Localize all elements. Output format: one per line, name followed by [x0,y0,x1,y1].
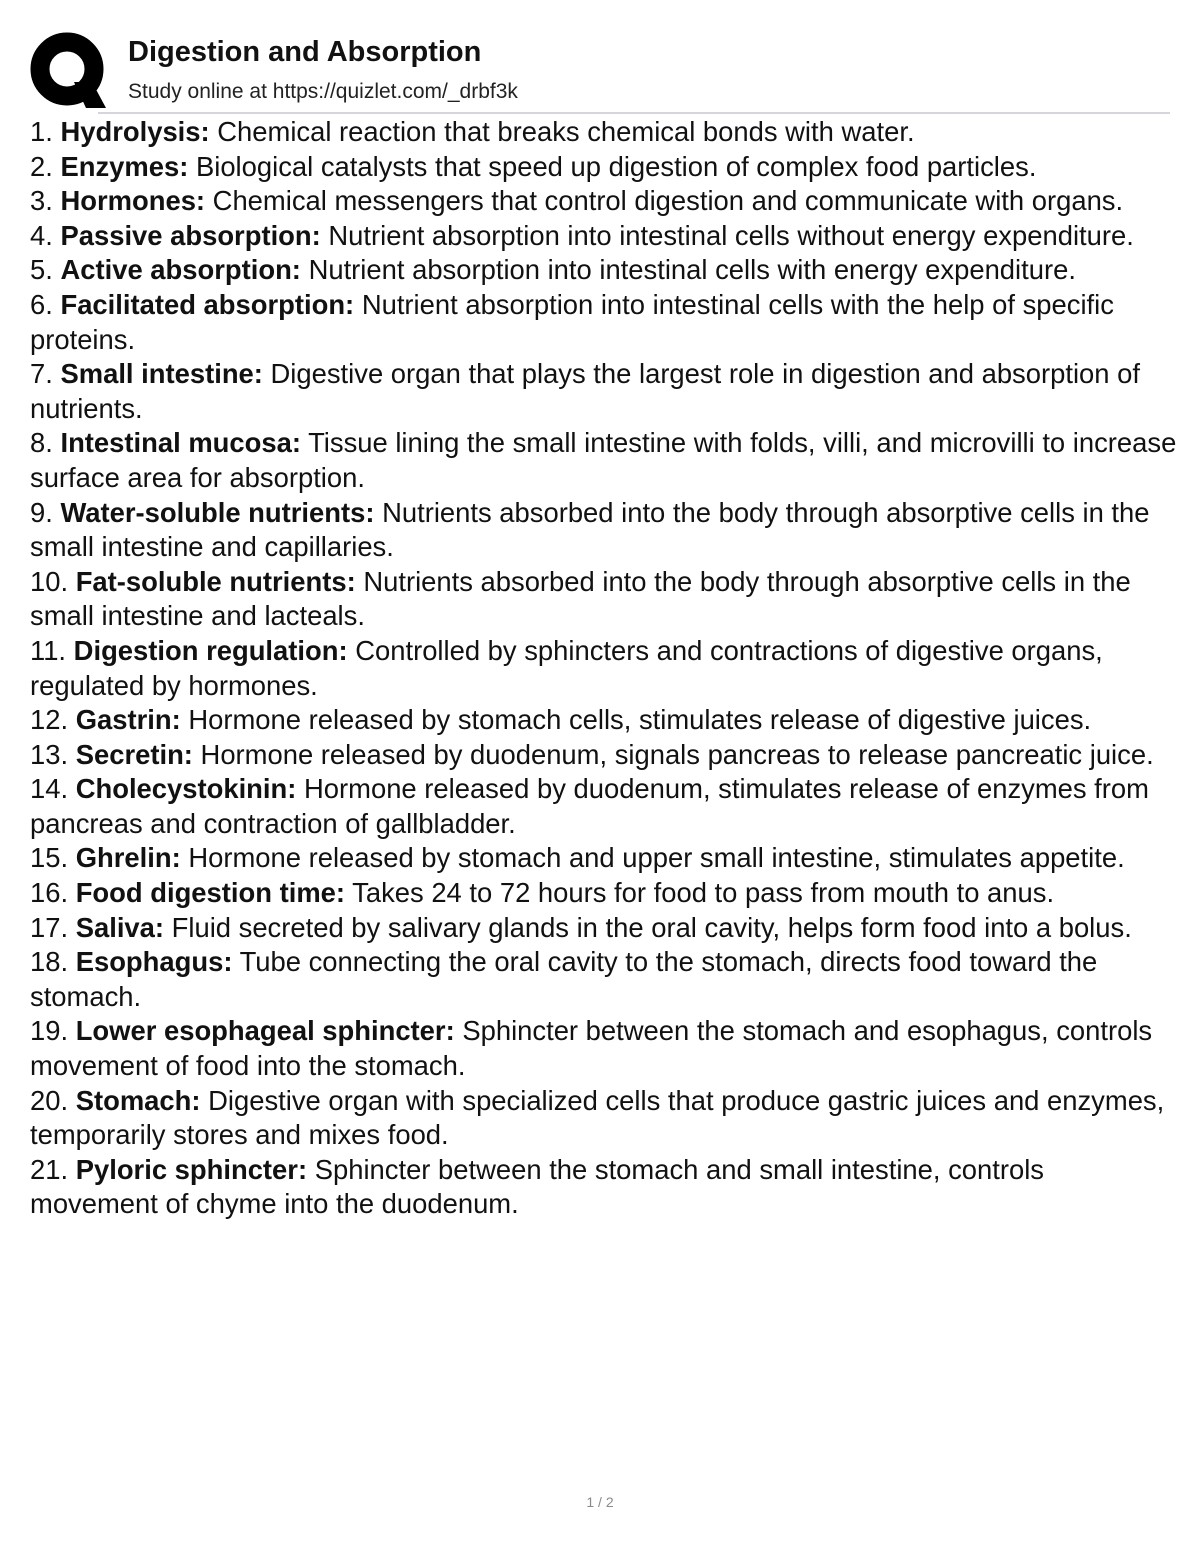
term-list [30,115,1178,1222]
term-name: Lower esophageal sphincter: [75,1015,455,1047]
term-definition: Tube connecting the oral cavity to the stomach, directs food toward the stomach. [30,946,1098,1012]
term-item [30,945,1178,1014]
term-number: 21. [30,1153,69,1185]
term-number: 16. [30,877,69,909]
term-number: 19. [30,1015,69,1047]
term-definition: Hormone released by duodenum, signals pancreas to release pancreatic juice. [200,738,1154,770]
term-item [30,288,1178,357]
term-name: Digestion regulation: [73,634,348,666]
term-item [30,115,1178,150]
term-name: Fat-soluble nutrients: [75,565,356,597]
term-number: 9. [30,496,53,528]
term-name: Saliva: [75,911,165,943]
term-item [30,150,1178,185]
study-online-link[interactable]: Study online at https://quizlet.com/_drbf3k [128,80,518,103]
term-definition: Hormone released by duodenum, stimulates release of enzymes from pancreas and contraction of gallbladder. [30,773,1149,839]
term-name: Water-soluble nutrients: [60,496,375,528]
term-item [30,426,1178,495]
term-number: 13. [30,738,69,770]
term-definition: Chemical messengers that control digestion and communicate with organs. [212,185,1124,217]
term-definition: Sphincter between the stomach and small intestine, controls movement of chyme into the duodenum. [30,1153,1044,1220]
term-number: 14. [30,773,69,805]
term-name: Small intestine: [60,358,263,390]
term-item [30,1084,1178,1153]
term-definition: Nutrient absorption into intestinal cells with energy expenditure. [308,254,1076,286]
term-item [30,253,1178,288]
header-divider [98,112,1170,114]
term-number: 18. [30,946,69,978]
term-number: 5. [30,254,53,286]
term-item [30,565,1178,634]
term-definition: Fluid secreted by salivary glands in the oral cavity, helps form food into a bolus. [171,911,1132,943]
term-number: 6. [30,288,53,320]
term-number: 8. [30,427,53,459]
term-item [30,1014,1178,1083]
term-number: 4. [30,219,53,251]
term-definition: Hormone released by stomach and upper small intestine, stimulates appetite. [188,842,1125,874]
term-definition: Sphincter between the stomach and esophagus, controls movement of food into the stomach. [30,1015,1153,1082]
term-name: Pyloric sphincter: [75,1153,308,1185]
term-definition: Hormone released by stomach cells, stimulates release of digestive juices. [188,704,1092,736]
term-name: Food digestion time: [75,877,346,909]
term-name: Hydrolysis: [60,116,210,147]
term-definition: Biological catalysts that speed up digestion of complex food particles. [195,150,1037,182]
term-name: Passive absorption: [60,219,321,251]
term-number: 12. [30,704,69,736]
term-item [30,911,1178,946]
term-definition: Nutrients absorbed into the body through absorptive cells in the small intestine and capillaries. [30,496,1150,563]
term-number: 20. [30,1084,69,1116]
term-number: 17. [30,911,69,943]
term-item [30,841,1178,876]
term-name: Ghrelin: [75,842,181,874]
term-definition: Takes 24 to 72 hours for food to pass from mouth to anus. [352,877,1055,909]
term-item [30,219,1178,254]
term-definition: Nutrient absorption into intestinal cells with the help of specific proteins. [30,288,1114,355]
term-definition: Digestive organ with specialized cells that produce gastric juices and enzymes, temporarily stores and mixes food. [30,1084,1165,1151]
term-item [30,184,1178,219]
term-name: Gastrin: [75,704,181,736]
term-name: Active absorption: [60,254,301,286]
term-number: 11. [30,634,67,666]
term-name: Secretin: [75,738,193,770]
term-item [30,738,1178,773]
term-number: 3. [30,185,53,217]
term-number: 15. [30,842,69,874]
term-name: Esophagus: [75,946,233,978]
term-definition: Controlled by sphincters and contractions of digestive organs, regulated by hormones. [30,634,1103,701]
term-name: Facilitated absorption: [60,288,355,320]
term-number: 1. [30,116,53,147]
term-item [30,357,1178,426]
term-item [30,496,1178,565]
quizlet-q-logo-icon [30,32,108,110]
term-definition: Nutrient absorption into intestinal cells without energy expenditure. [328,219,1134,251]
term-name: Hormones: [60,185,206,217]
term-definition: Chemical reaction that breaks chemical bonds with water. [217,116,915,147]
term-definition: Nutrients absorbed into the body through absorptive cells in the small intestine and lacteals. [30,565,1131,632]
term-number: 7. [30,358,53,390]
page-indicator: 1 / 2 [586,1494,614,1510]
term-name: Intestinal mucosa: [60,427,301,459]
term-definition: Digestive organ that plays the largest role in digestion and absorption of nutrients. [30,358,1140,424]
term-item [30,703,1178,738]
term-item [30,772,1178,841]
term-number: 2. [30,150,53,182]
term-name: Enzymes: [60,150,189,182]
term-definition: Tissue lining the small intestine with folds, villi, and microvilli to increase surface area for absorption. [30,427,1177,493]
term-name: Stomach: [75,1084,201,1116]
term-number: 10. [30,565,69,597]
page-header [30,30,1170,110]
term-item [30,876,1178,911]
page-title: Digestion and Absorption [128,36,482,68]
term-name: Cholecystokinin: [75,773,297,805]
term-item [30,634,1178,703]
term-item [30,1153,1178,1222]
